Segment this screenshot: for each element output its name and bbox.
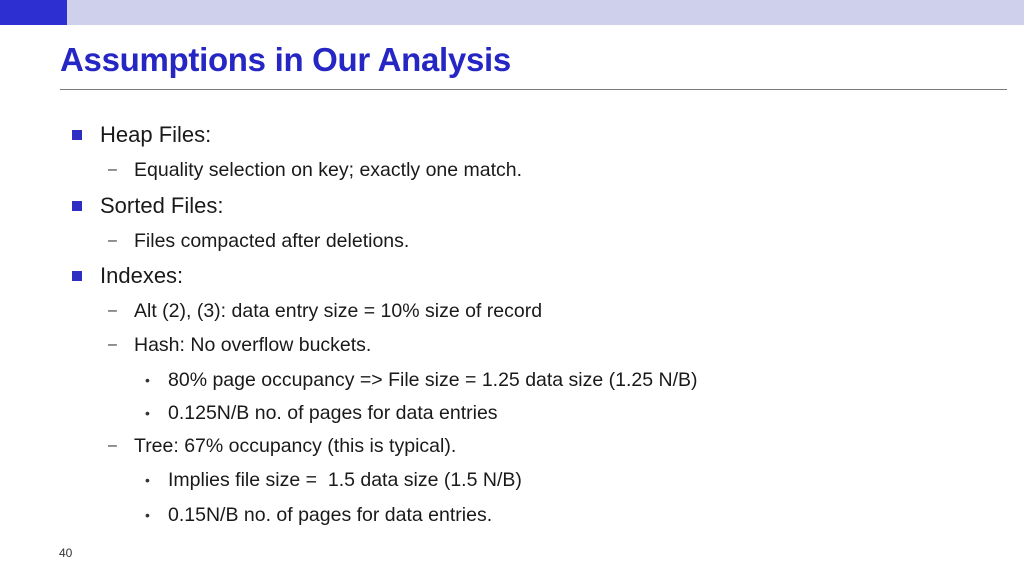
- sub-sub-bullet-hash-pages: [145, 400, 498, 426]
- sub-sub-bullet-text: 0.125N/B no. of pages for data entries: [168, 401, 498, 424]
- bullet-indexes: [72, 262, 183, 290]
- bullet-text: Indexes:: [100, 263, 184, 288]
- square-bullet-icon: [72, 271, 82, 281]
- square-bullet-icon: [72, 201, 82, 211]
- sub-bullet-text: Alt (2), (3): data entry size = 10% size of record: [134, 299, 543, 322]
- sub-bullet-tree: [108, 433, 456, 459]
- dot-bullet-icon: •: [145, 507, 150, 523]
- dot-bullet-icon: •: [145, 372, 150, 388]
- sub-bullet-equality: [108, 157, 522, 183]
- dot-bullet-icon: •: [145, 472, 150, 488]
- sub-sub-bullet-tree-pages: [145, 502, 492, 528]
- bullet-heap-files: [72, 121, 211, 149]
- sub-sub-bullet-text: 80% page occupancy => File size = 1.25 data size (1.25 N/B): [168, 368, 698, 391]
- sub-bullet-hash: [108, 332, 371, 358]
- sub-bullet-text: Equality selection on key; exactly one match.: [134, 158, 523, 181]
- sub-sub-bullet-text: 0.15N/B no. of pages for data entries.: [168, 503, 493, 526]
- dash-bullet-icon: –: [108, 437, 117, 454]
- sub-bullet-text: Files compacted after deletions.: [134, 229, 410, 252]
- dash-bullet-icon: –: [108, 232, 117, 249]
- sub-sub-bullet-tree-filesize: [145, 467, 522, 493]
- bullet-sorted-files: [72, 192, 224, 220]
- slide-title: Assumptions in Our Analysis: [60, 41, 511, 78]
- sub-sub-bullet-hash-occupancy: [145, 367, 698, 393]
- dash-bullet-icon: –: [108, 336, 117, 353]
- square-bullet-icon: [72, 130, 82, 140]
- bullet-text: Heap Files:: [100, 122, 212, 147]
- slide-number: 40: [59, 546, 73, 560]
- sub-bullet-alt: [108, 298, 542, 324]
- dash-bullet-icon: –: [108, 302, 117, 319]
- bullet-text: Sorted Files:: [100, 193, 224, 218]
- sub-bullet-compacted: [108, 228, 409, 254]
- sub-sub-bullet-text: Implies file size = 1.5 data size (1.5 N/B): [168, 468, 522, 491]
- dot-bullet-icon: •: [145, 405, 150, 421]
- sub-bullet-text: Hash: No overflow buckets.: [134, 333, 372, 356]
- sub-bullet-text: Tree: 67% occupancy (this is typical).: [134, 434, 457, 457]
- dash-bullet-icon: –: [108, 161, 117, 178]
